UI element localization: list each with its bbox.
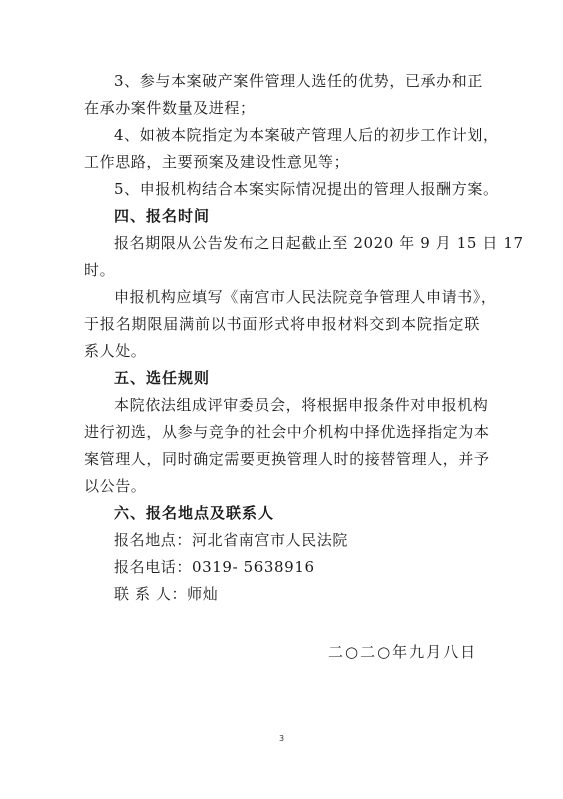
- registration-period-line-2: 时。: [84, 261, 116, 279]
- selection-rules-line-1: 本院依法组成评审委员会，将根据申报条件对申报机构: [114, 396, 489, 414]
- item-3-line-2: 在承办案件数量及进程；: [84, 99, 256, 117]
- item-3-line-1: 3、参与本案破产案件管理人选任的优势，已承办和正: [114, 72, 483, 90]
- section-4-heading: 四、报名时间: [114, 207, 211, 225]
- section-5-heading: 五、选任规则: [114, 369, 211, 387]
- item-4-line-1: 4、如被本院指定为本案破产管理人后的初步工作计划，: [114, 126, 499, 144]
- registration-phone: 报名电话：0319- 5638916: [114, 558, 315, 576]
- registration-period-line-1: 报名期限从公告发布之日起截止至 2020 年 9 月 15 日 17: [114, 234, 524, 252]
- item-5-line-1: 5、申报机构结合本案实际情况提出的管理人报酬方案。: [114, 180, 499, 198]
- application-instruction-line-2: 于报名期限届满前以书面形式将申报材料交到本院指定联: [84, 315, 480, 333]
- selection-rules-line-2: 进行初选，从参与竞争的社会中介机构中择优选择指定为本: [84, 423, 490, 441]
- application-instruction-line-1: 申报机构应填写《南宫市人民法院竞争管理人申请书》，: [114, 288, 497, 306]
- selection-rules-line-3: 案管理人，同时确定需要更换管理人时的接替管理人，并予: [84, 450, 490, 468]
- page-number: 3: [278, 734, 285, 743]
- selection-rules-line-4: 以公告。: [84, 477, 147, 495]
- section-6-heading: 六、报名地点及联系人: [114, 504, 275, 522]
- application-instruction-line-3: 系人处。: [84, 342, 147, 360]
- registration-address: 报名地点：河北省南宫市人民法院: [114, 531, 349, 549]
- item-4-line-2: 工作思路，主要预案及建设性意见等；: [84, 153, 350, 171]
- contact-person: 联 系 人：师灿: [114, 585, 219, 603]
- document-date: 二○二○年九月八日: [328, 643, 478, 661]
